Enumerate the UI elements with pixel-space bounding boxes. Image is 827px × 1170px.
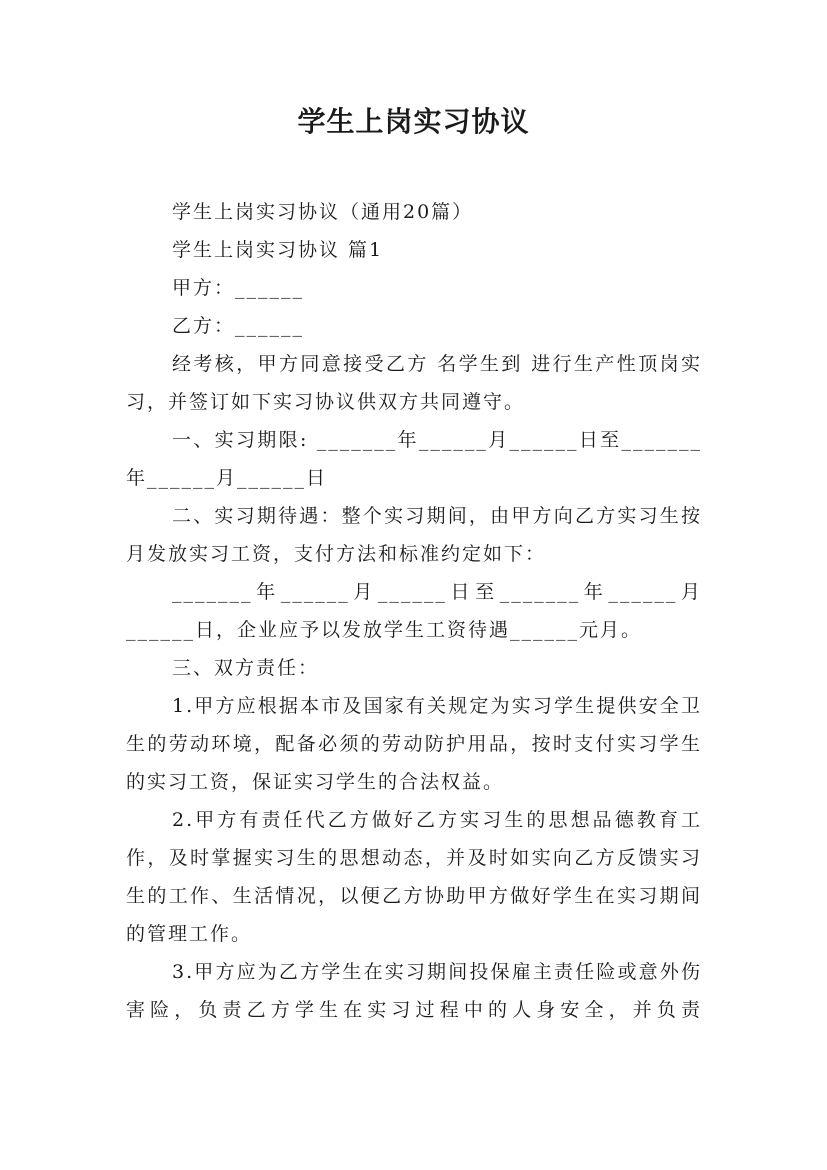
paragraph-party-a: 甲方：______ [172,277,305,299]
paragraph-subtitle: 学生上岗实习协议（通用20篇） [172,201,474,223]
paragraph-clause-1: 1.甲方应根据本市及国家有关规定为实习学生提供安全卫生的劳动环境，配备必须的劳动防护用品，按时支付实习学生的实习工资，保证实习学生的合法权益。 [126,695,702,793]
paragraph-responsibilities-heading: 三、双方责任： [172,657,320,679]
paragraph-party-b: 乙方：______ [172,315,305,337]
paragraph-clause-2: 2.甲方有责任代乙方做好乙方实习生的思想品德教育工作，及时掌握实习生的思想动态，并及时如实向乙方反馈实习生的工作、生活情况，以便乙方协助甲方做好学生在实习期间的管理工作。 [126,809,702,945]
document-body [126,193,702,1029]
paragraph-term: 一、实习期限: _______年______月______日至_______年______月______日 [126,429,702,489]
paragraph-intro: 经考核，甲方同意接受乙方 名学生到 进行生产性顶岗实习，并签订如下实习协议供双方共同遵守。 [126,353,702,413]
paragraph-clause-3: 3.甲方应为乙方学生在实习期间投保雇主责任险或意外伤害险，负责乙方学生在实习过程中的人身安全，并负责 [126,961,702,1021]
document-title: 学生上岗实习协议 [297,105,530,138]
paragraph-section-heading: 学生上岗实习协议 篇1 [172,239,384,261]
paragraph-compensation: 二、实习期待遇：整个实习期间，由甲方向乙方实习生按月发放实习工资，支付方法和标准约定如下： [126,505,702,565]
paragraph-compensation-dates: _______年______月______日至_______年______月______日，企业应予以发放学生工资待遇______元月。 [126,581,702,641]
